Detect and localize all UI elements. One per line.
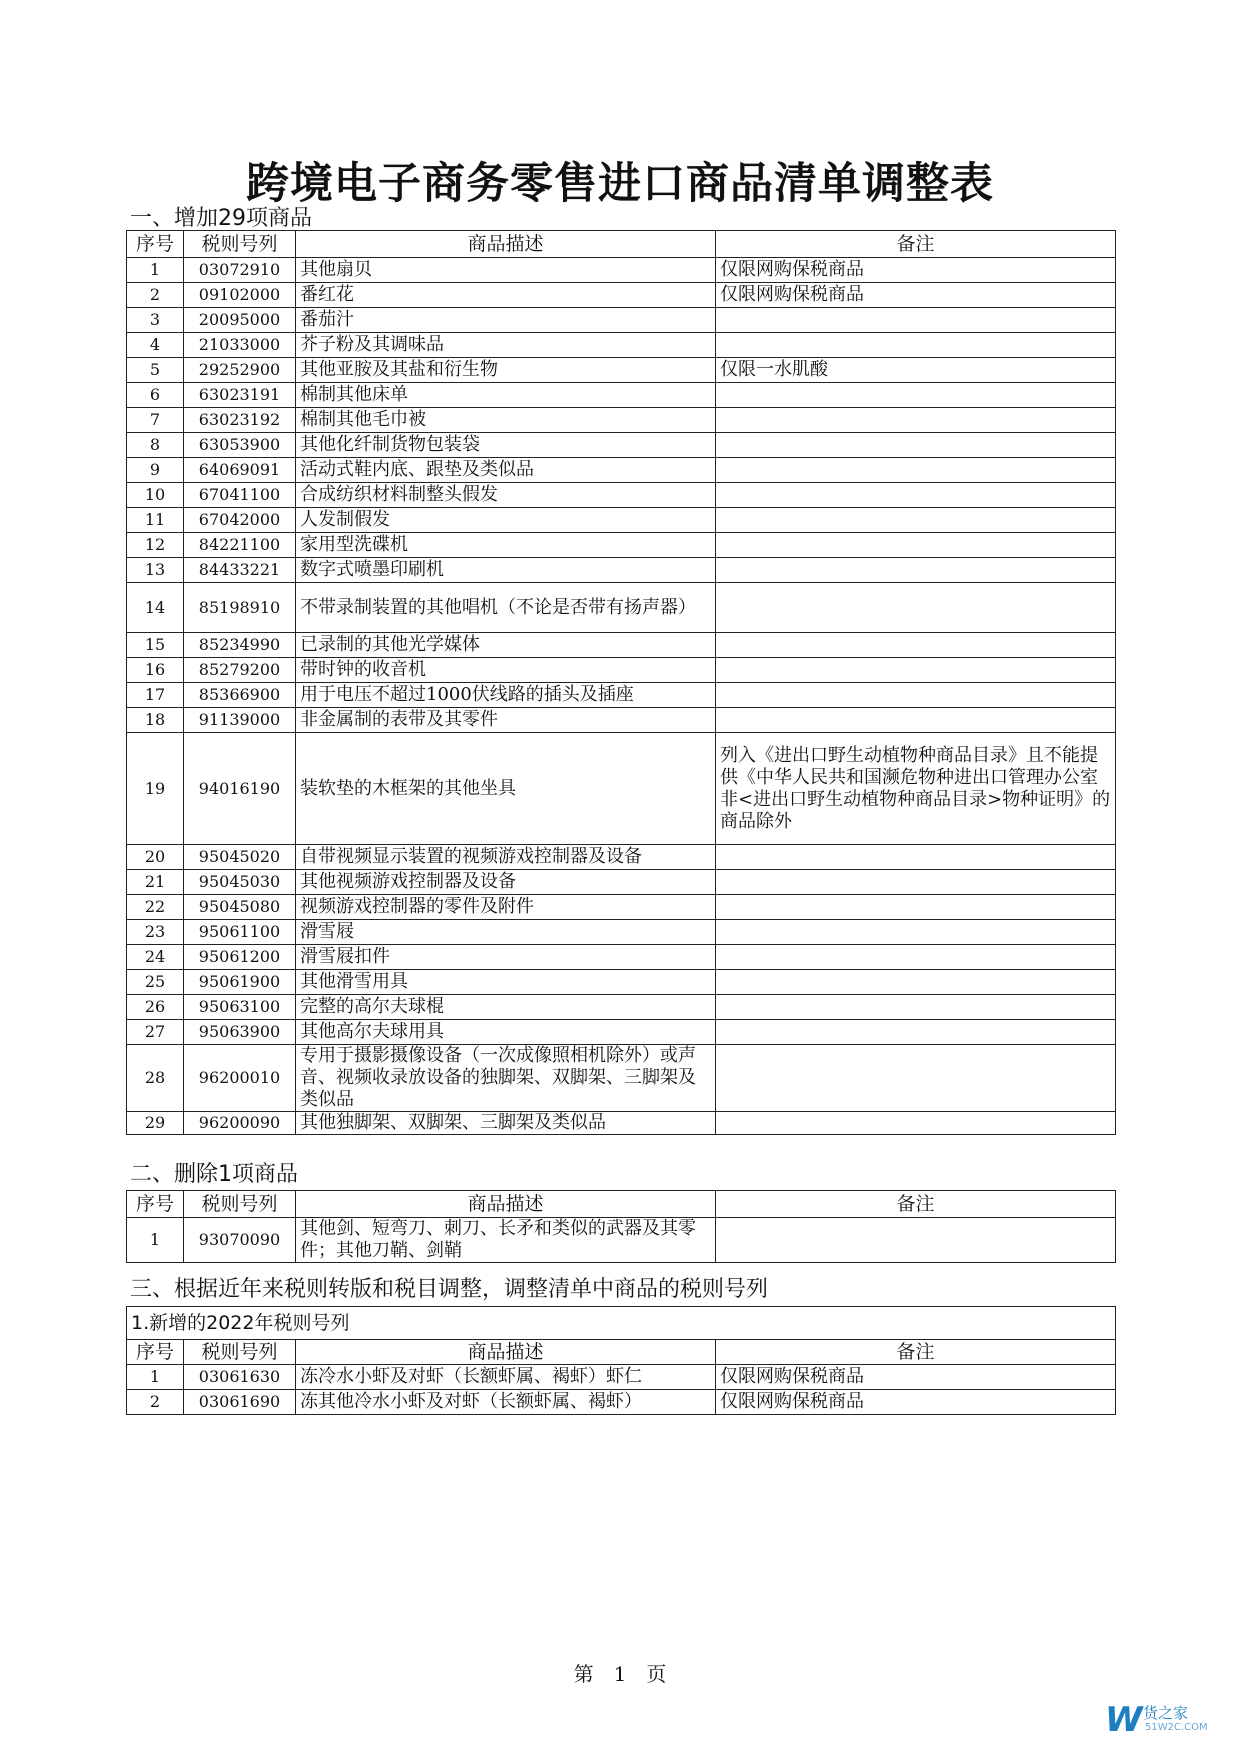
cell-seq: 2 <box>127 1390 184 1415</box>
cell-note: 仅限一水肌酸 <box>716 358 1116 383</box>
cell-code: 03061690 <box>184 1390 296 1415</box>
col-header-code: 税则号列 <box>184 1340 296 1365</box>
cell-seq: 2 <box>127 283 184 308</box>
cell-seq: 1 <box>127 1218 184 1263</box>
col-header-code: 税则号列 <box>184 1191 296 1218</box>
cell-desc: 冻冷水小虾及对虾（长额虾属、褐虾）虾仁 <box>296 1365 716 1390</box>
cell-note <box>716 1112 1116 1135</box>
cell-note <box>716 583 1116 633</box>
section-2-heading: 二、删除1项商品 <box>130 1162 298 1187</box>
cell-seq: 4 <box>127 333 184 358</box>
table-row <box>127 583 1116 633</box>
cell-note <box>716 1020 1116 1045</box>
table-row <box>127 1112 1116 1135</box>
watermark-site: 51W2C.COM <box>1145 1722 1208 1733</box>
cell-seq: 24 <box>127 945 184 970</box>
cell-note <box>716 1045 1116 1112</box>
table-added-items <box>126 230 1116 1135</box>
cell-note <box>716 408 1116 433</box>
section-3-heading: 三、根据近年来税则转版和税目调整，调整清单中商品的税则号列 <box>130 1277 769 1302</box>
cell-desc: 其他剑、短弯刀、刺刀、长矛和类似的武器及其零件；其他刀鞘、剑鞘 <box>296 1218 716 1263</box>
table-removed-items <box>126 1190 1116 1263</box>
cell-note <box>716 483 1116 508</box>
cell-note <box>716 870 1116 895</box>
cell-code: 95061900 <box>184 970 296 995</box>
cell-code: 94016190 <box>184 733 296 845</box>
cell-code: 63023191 <box>184 383 296 408</box>
cell-note <box>716 458 1116 483</box>
cell-code: 85366900 <box>184 683 296 708</box>
cell-code: 67042000 <box>184 508 296 533</box>
cell-seq: 12 <box>127 533 184 558</box>
table-row <box>127 1365 1116 1390</box>
cell-note <box>716 383 1116 408</box>
cell-seq: 14 <box>127 583 184 633</box>
cell-desc: 滑雪屐扣件 <box>296 945 716 970</box>
cell-code: 09102000 <box>184 283 296 308</box>
cell-seq: 19 <box>127 733 184 845</box>
cell-desc: 完整的高尔夫球棍 <box>296 995 716 1020</box>
table-row <box>127 483 1116 508</box>
cell-code: 95063100 <box>184 995 296 1020</box>
cell-desc: 棉制其他毛巾被 <box>296 408 716 433</box>
cell-seq: 8 <box>127 433 184 458</box>
cell-desc: 番红花 <box>296 283 716 308</box>
cell-code: 21033000 <box>184 333 296 358</box>
watermark-brand: 货之家 <box>1143 1704 1189 1722</box>
cell-seq: 28 <box>127 1045 184 1112</box>
col-header-desc: 商品描述 <box>296 1191 716 1218</box>
cell-desc: 其他高尔夫球用具 <box>296 1020 716 1045</box>
table-row <box>127 408 1116 433</box>
cell-note: 仅限网购保税商品 <box>716 258 1116 283</box>
cell-desc: 其他独脚架、双脚架、三脚架及类似品 <box>296 1112 716 1135</box>
cell-note <box>716 308 1116 333</box>
cell-note <box>716 683 1116 708</box>
cell-seq: 23 <box>127 920 184 945</box>
col-header-code: 税则号列 <box>184 231 296 258</box>
table-row <box>127 945 1116 970</box>
table-row <box>127 258 1116 283</box>
table-row <box>127 508 1116 533</box>
table-row <box>127 308 1116 333</box>
cell-seq: 10 <box>127 483 184 508</box>
cell-code: 95063900 <box>184 1020 296 1045</box>
subsection-heading: 1.新增的2022年税则号列 <box>127 1307 1116 1340</box>
table-row <box>127 333 1116 358</box>
cell-seq: 29 <box>127 1112 184 1135</box>
cell-note <box>716 333 1116 358</box>
cell-note <box>716 920 1116 945</box>
table-row <box>127 970 1116 995</box>
cell-code: 63023192 <box>184 408 296 433</box>
table-row <box>127 708 1116 733</box>
col-header-note: 备注 <box>716 1340 1116 1365</box>
page-title: 跨境电子商务零售进口商品清单调整表 <box>246 159 994 209</box>
cell-note <box>716 533 1116 558</box>
cell-seq: 16 <box>127 658 184 683</box>
cell-desc: 视频游戏控制器的零件及附件 <box>296 895 716 920</box>
cell-seq: 21 <box>127 870 184 895</box>
cell-code: 63053900 <box>184 433 296 458</box>
cell-seq: 26 <box>127 995 184 1020</box>
cell-note <box>716 433 1116 458</box>
cell-desc: 合成纺织材料制整头假发 <box>296 483 716 508</box>
cell-code: 85198910 <box>184 583 296 633</box>
cell-desc: 已录制的其他光学媒体 <box>296 633 716 658</box>
cell-note <box>716 845 1116 870</box>
cell-seq: 22 <box>127 895 184 920</box>
cell-note: 仅限网购保税商品 <box>716 1390 1116 1415</box>
table-row <box>127 433 1116 458</box>
cell-seq: 27 <box>127 1020 184 1045</box>
cell-desc: 数字式喷墨印刷机 <box>296 558 716 583</box>
cell-code: 85279200 <box>184 658 296 683</box>
cell-desc: 专用于摄影摄像设备（一次成像照相机除外）或声音、视频收录放设备的独脚架、双脚架、三脚架及类似品 <box>296 1045 716 1112</box>
cell-note <box>716 945 1116 970</box>
table-row <box>127 658 1116 683</box>
cell-code: 95045080 <box>184 895 296 920</box>
cell-code: 95061200 <box>184 945 296 970</box>
table-row <box>127 1045 1116 1112</box>
cell-desc: 活动式鞋内底、跟垫及类似品 <box>296 458 716 483</box>
cell-code: 84433221 <box>184 558 296 583</box>
cell-note: 仅限网购保税商品 <box>716 283 1116 308</box>
cell-code: 03072910 <box>184 258 296 283</box>
table-row <box>127 870 1116 895</box>
cell-seq: 9 <box>127 458 184 483</box>
cell-desc: 不带录制装置的其他唱机（不论是否带有扬声器） <box>296 583 716 633</box>
table-row <box>127 683 1116 708</box>
cell-desc: 番茄汁 <box>296 308 716 333</box>
table-row <box>127 458 1116 483</box>
cell-note <box>716 895 1116 920</box>
cell-desc: 非金属制的表带及其零件 <box>296 708 716 733</box>
table-new-codes <box>126 1306 1116 1415</box>
col-header-desc: 商品描述 <box>296 231 716 258</box>
table-row <box>127 283 1116 308</box>
col-header-seq: 序号 <box>127 1191 184 1218</box>
table-row <box>127 845 1116 870</box>
cell-desc: 芥子粉及其调味品 <box>296 333 716 358</box>
cell-desc: 冻其他冷水小虾及对虾（长额虾属、褐虾） <box>296 1390 716 1415</box>
table-row <box>127 558 1116 583</box>
table-row <box>127 383 1116 408</box>
col-header-seq: 序号 <box>127 231 184 258</box>
table-row <box>127 1218 1116 1263</box>
cell-code: 29252900 <box>184 358 296 383</box>
cell-code: 95061100 <box>184 920 296 945</box>
table-row <box>127 1390 1116 1415</box>
cell-desc: 其他视频游戏控制器及设备 <box>296 870 716 895</box>
cell-desc: 其他滑雪用具 <box>296 970 716 995</box>
cell-note <box>716 995 1116 1020</box>
cell-desc: 自带视频显示装置的视频游戏控制器及设备 <box>296 845 716 870</box>
cell-desc: 带时钟的收音机 <box>296 658 716 683</box>
cell-code: 20095000 <box>184 308 296 333</box>
page-number: 第 1 页 <box>573 1662 667 1686</box>
cell-desc: 人发制假发 <box>296 508 716 533</box>
cell-desc: 其他亚胺及其盐和衍生物 <box>296 358 716 383</box>
table-row <box>127 733 1116 845</box>
cell-code: 85234990 <box>184 633 296 658</box>
cell-code: 64069091 <box>184 458 296 483</box>
cell-note <box>716 633 1116 658</box>
cell-seq: 20 <box>127 845 184 870</box>
cell-seq: 1 <box>127 1365 184 1390</box>
cell-note <box>716 1218 1116 1263</box>
cell-seq: 17 <box>127 683 184 708</box>
cell-seq: 5 <box>127 358 184 383</box>
col-header-note: 备注 <box>716 231 1116 258</box>
cell-desc: 用于电压不超过1000伏线路的插头及插座 <box>296 683 716 708</box>
cell-desc: 装软垫的木框架的其他坐具 <box>296 733 716 845</box>
table-row <box>127 1020 1116 1045</box>
cell-seq: 13 <box>127 558 184 583</box>
cell-seq: 15 <box>127 633 184 658</box>
cell-code: 96200010 <box>184 1045 296 1112</box>
col-header-seq: 序号 <box>127 1340 184 1365</box>
cell-seq: 1 <box>127 258 184 283</box>
cell-seq: 25 <box>127 970 184 995</box>
cell-code: 03061630 <box>184 1365 296 1390</box>
col-header-note: 备注 <box>716 1191 1116 1218</box>
cell-note: 仅限网购保税商品 <box>716 1365 1116 1390</box>
cell-note <box>716 970 1116 995</box>
watermark-logo-mark: W <box>1105 1700 1143 1740</box>
cell-code: 95045020 <box>184 845 296 870</box>
cell-code: 96200090 <box>184 1112 296 1135</box>
cell-desc: 其他化纤制货物包装袋 <box>296 433 716 458</box>
table-row <box>127 995 1116 1020</box>
cell-desc: 其他扇贝 <box>296 258 716 283</box>
cell-desc: 滑雪屐 <box>296 920 716 945</box>
col-header-desc: 商品描述 <box>296 1340 716 1365</box>
table-row <box>127 358 1116 383</box>
table-row <box>127 920 1116 945</box>
cell-seq: 18 <box>127 708 184 733</box>
cell-note <box>716 508 1116 533</box>
cell-code: 91139000 <box>184 708 296 733</box>
cell-seq: 6 <box>127 383 184 408</box>
cell-code: 93070090 <box>184 1218 296 1263</box>
table-row <box>127 533 1116 558</box>
cell-note <box>716 708 1116 733</box>
table-row <box>127 895 1116 920</box>
cell-note <box>716 658 1116 683</box>
watermark-logo <box>1105 1700 1225 1740</box>
cell-note <box>716 558 1116 583</box>
cell-seq: 11 <box>127 508 184 533</box>
cell-desc: 棉制其他床单 <box>296 383 716 408</box>
section-1-heading: 一、增加29项商品 <box>130 206 312 231</box>
cell-code: 67041100 <box>184 483 296 508</box>
cell-seq: 3 <box>127 308 184 333</box>
cell-note: 列入《进出口野生动植物种商品目录》且不能提供《中华人民共和国濒危物种进出口管理办公室非<进出口野生动植物种商品目录>物种证明》的商品除外 <box>716 733 1116 845</box>
cell-code: 84221100 <box>184 533 296 558</box>
cell-code: 95045030 <box>184 870 296 895</box>
table-row <box>127 633 1116 658</box>
cell-desc: 家用型洗碟机 <box>296 533 716 558</box>
cell-seq: 7 <box>127 408 184 433</box>
